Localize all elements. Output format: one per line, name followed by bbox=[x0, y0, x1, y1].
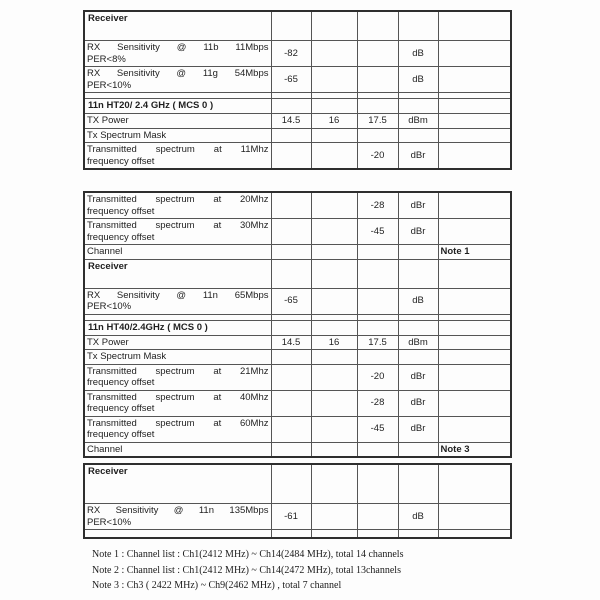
cell-unit: dBr bbox=[398, 364, 438, 390]
cell-value bbox=[311, 41, 357, 67]
cell-value bbox=[357, 41, 398, 67]
cell-value bbox=[271, 128, 311, 143]
cell-value bbox=[311, 143, 357, 170]
cell-unit bbox=[398, 464, 438, 504]
cell-unit bbox=[398, 320, 438, 335]
cell-value: 14.5 bbox=[271, 114, 311, 129]
cell-value bbox=[357, 320, 398, 335]
row-label: Receiver bbox=[84, 464, 271, 504]
cell-value bbox=[271, 442, 311, 457]
row-label: TX Power bbox=[84, 335, 271, 350]
cell-value bbox=[357, 288, 398, 314]
row-label-line1: RX Sensitivity @ 11n 135Mbps bbox=[87, 505, 269, 516]
table-row bbox=[84, 320, 511, 335]
table-row bbox=[84, 530, 511, 539]
row-label: Channel bbox=[84, 442, 271, 457]
cell-value: -45 bbox=[357, 219, 398, 245]
cell-value bbox=[311, 128, 357, 143]
row-label: Tx Spectrum Mask bbox=[84, 128, 271, 143]
cell-value bbox=[311, 416, 357, 442]
cell-value bbox=[438, 530, 511, 539]
cell-note: Note 1 bbox=[438, 245, 511, 260]
cell-unit: dB bbox=[398, 67, 438, 93]
cell-value bbox=[438, 416, 511, 442]
cell-value bbox=[271, 320, 311, 335]
table-row bbox=[84, 364, 511, 390]
cell-value bbox=[311, 390, 357, 416]
cell-value bbox=[311, 99, 357, 114]
cell-value bbox=[438, 11, 511, 41]
row-label bbox=[84, 364, 271, 390]
cell-value bbox=[271, 219, 311, 245]
cell-unit bbox=[398, 350, 438, 365]
cell-value: 17.5 bbox=[357, 114, 398, 129]
cell-value bbox=[438, 114, 511, 129]
note-line: Note 1 : Channel list : Ch1(2412 MHz) ~ Ch14(2484 MHz), total 14 channels bbox=[92, 549, 404, 560]
row-label bbox=[84, 219, 271, 245]
table-row bbox=[84, 442, 511, 457]
cell-value bbox=[438, 320, 511, 335]
row-label-line1: Transmitted spectrum at 20Mhz bbox=[87, 194, 269, 205]
row-label bbox=[84, 143, 271, 170]
cell-value: -82 bbox=[271, 41, 311, 67]
cell-value bbox=[438, 350, 511, 365]
cell-value bbox=[271, 192, 311, 219]
cell-value bbox=[438, 67, 511, 93]
cell-value bbox=[311, 192, 357, 219]
cell-unit bbox=[398, 259, 438, 288]
cell-value bbox=[271, 350, 311, 365]
cell-value bbox=[438, 41, 511, 67]
cell-value bbox=[438, 464, 511, 504]
table-row bbox=[84, 192, 511, 219]
table-row bbox=[84, 11, 511, 41]
row-label-line1: RX Sensitivity @ 11b 11Mbps bbox=[87, 42, 269, 53]
row-label: 11n HT20/ 2.4 GHz ( MCS 0 ) bbox=[84, 99, 271, 114]
table-row bbox=[84, 350, 511, 365]
cell-unit: dBm bbox=[398, 335, 438, 350]
cell-value bbox=[357, 350, 398, 365]
row-label-line2: frequency offset bbox=[87, 205, 155, 217]
cell-value bbox=[311, 219, 357, 245]
row-label-line2: frequency offset bbox=[87, 403, 155, 414]
row-label bbox=[84, 416, 271, 442]
note-line: Note 2 : Channel list : Ch1(2412 MHz) ~ Ch14(2472 MHz), total 13channels bbox=[92, 564, 401, 576]
cell-unit: dB bbox=[398, 41, 438, 67]
cell-value bbox=[271, 390, 311, 416]
row-label bbox=[84, 390, 271, 416]
cell-value bbox=[311, 320, 357, 335]
cell-value bbox=[311, 530, 357, 539]
row-label-line2: PER<10% bbox=[87, 516, 132, 528]
cell-value: -28 bbox=[357, 192, 398, 219]
cell-unit: dBr bbox=[398, 219, 438, 245]
cell-value bbox=[438, 143, 511, 170]
cell-unit: dBr bbox=[398, 416, 438, 442]
wifi-spec-table-middle bbox=[83, 191, 512, 458]
cell-value bbox=[438, 288, 511, 314]
cell-value bbox=[271, 143, 311, 170]
table-row bbox=[84, 67, 511, 93]
cell-value bbox=[311, 67, 357, 93]
cell-unit: dBr bbox=[398, 390, 438, 416]
row-label: Tx Spectrum Mask bbox=[84, 350, 271, 365]
cell-value bbox=[311, 464, 357, 504]
row-label bbox=[84, 530, 271, 539]
notes-block bbox=[92, 549, 403, 596]
cell-value bbox=[271, 11, 311, 41]
cell-value bbox=[357, 442, 398, 457]
cell-value bbox=[271, 530, 311, 539]
row-label-line2: frequency offset bbox=[87, 155, 155, 167]
cell-value bbox=[357, 245, 398, 260]
cell-unit: dB bbox=[398, 504, 438, 530]
table-row bbox=[84, 416, 511, 442]
cell-value bbox=[357, 67, 398, 93]
cell-unit bbox=[398, 99, 438, 114]
cell-value bbox=[271, 416, 311, 442]
cell-unit bbox=[398, 128, 438, 143]
row-label-line1: Transmitted spectrum at 30Mhz bbox=[87, 220, 269, 231]
cell-value bbox=[311, 11, 357, 41]
cell-unit bbox=[398, 530, 438, 539]
cell-value bbox=[357, 11, 398, 41]
row-label bbox=[84, 192, 271, 219]
table-row bbox=[84, 288, 511, 314]
row-label bbox=[84, 504, 271, 530]
row-label-line1: Transmitted spectrum at 11Mhz bbox=[87, 144, 269, 155]
note-line: Note 3 : Ch3 ( 2422 MHz) ~ Ch9(2462 MHz) , total 7 channel bbox=[92, 580, 342, 591]
cell-value bbox=[311, 245, 357, 260]
cell-value bbox=[357, 504, 398, 530]
table-row bbox=[84, 219, 511, 245]
cell-value bbox=[438, 259, 511, 288]
table-row bbox=[84, 99, 511, 114]
cell-value: -61 bbox=[271, 504, 311, 530]
row-label bbox=[84, 288, 271, 314]
cell-value: 16 bbox=[311, 335, 357, 350]
cell-value bbox=[357, 99, 398, 114]
table-row bbox=[84, 114, 511, 129]
row-label: Channel bbox=[84, 245, 271, 260]
cell-note: Note 3 bbox=[438, 442, 511, 457]
row-label-line2: PER<10% bbox=[87, 79, 132, 91]
cell-value bbox=[357, 530, 398, 539]
row-label-line2: PER<10% bbox=[87, 301, 132, 312]
cell-value: -20 bbox=[357, 364, 398, 390]
table-row bbox=[84, 143, 511, 170]
cell-value bbox=[311, 350, 357, 365]
table-row bbox=[84, 41, 511, 67]
cell-value: 16 bbox=[311, 114, 357, 129]
cell-value bbox=[438, 335, 511, 350]
cell-value: -45 bbox=[357, 416, 398, 442]
cell-value bbox=[438, 219, 511, 245]
cell-unit: dBr bbox=[398, 143, 438, 170]
cell-value: -20 bbox=[357, 143, 398, 170]
cell-value bbox=[357, 259, 398, 288]
row-label: Receiver bbox=[84, 259, 271, 288]
row-label-line1: Transmitted spectrum at 21Mhz bbox=[87, 365, 269, 377]
cell-unit bbox=[398, 442, 438, 457]
table-row bbox=[84, 464, 511, 504]
cell-value bbox=[438, 364, 511, 390]
cell-value bbox=[438, 192, 511, 219]
cell-value bbox=[438, 504, 511, 530]
cell-value: 14.5 bbox=[271, 335, 311, 350]
cell-value bbox=[357, 128, 398, 143]
row-label-line1: Transmitted spectrum at 60Mhz bbox=[87, 417, 269, 429]
cell-value bbox=[311, 288, 357, 314]
row-label: 11n HT40/2.4GHz ( MCS 0 ) bbox=[84, 320, 271, 335]
cell-value: -65 bbox=[271, 67, 311, 93]
cell-value bbox=[438, 390, 511, 416]
cell-value bbox=[271, 259, 311, 288]
table-row bbox=[84, 335, 511, 350]
wifi-spec-table-bottom bbox=[83, 463, 512, 539]
cell-unit bbox=[398, 11, 438, 41]
cell-value bbox=[271, 364, 311, 390]
table-row bbox=[84, 128, 511, 143]
cell-value bbox=[357, 464, 398, 504]
table-row bbox=[84, 504, 511, 530]
cell-value bbox=[438, 128, 511, 143]
cell-value bbox=[271, 464, 311, 504]
row-label bbox=[84, 41, 271, 67]
cell-value bbox=[271, 99, 311, 114]
row-label-line1: RX Sensitivity @ 11g 54Mbps bbox=[87, 68, 269, 79]
row-label-line1: RX Sensitivity @ 11n 65Mbps bbox=[87, 289, 269, 301]
cell-unit bbox=[398, 245, 438, 260]
cell-value: -65 bbox=[271, 288, 311, 314]
cell-value: -28 bbox=[357, 390, 398, 416]
row-label-line2: PER<8% bbox=[87, 53, 126, 65]
table-row bbox=[84, 259, 511, 288]
cell-value bbox=[311, 259, 357, 288]
row-label-line1: Transmitted spectrum at 40Mhz bbox=[87, 391, 269, 403]
cell-unit: dBr bbox=[398, 192, 438, 219]
cell-unit: dB bbox=[398, 288, 438, 314]
cell-value bbox=[311, 364, 357, 390]
cell-value bbox=[311, 442, 357, 457]
wifi-spec-table-top bbox=[83, 10, 512, 170]
row-label-line2: frequency offset bbox=[87, 429, 155, 440]
cell-value bbox=[311, 504, 357, 530]
row-label-line2: frequency offset bbox=[87, 231, 155, 243]
table-row bbox=[84, 245, 511, 260]
cell-value: 17.5 bbox=[357, 335, 398, 350]
cell-value bbox=[271, 245, 311, 260]
table-row bbox=[84, 390, 511, 416]
row-label: Receiver bbox=[84, 11, 271, 41]
row-label bbox=[84, 67, 271, 93]
row-label: TX Power bbox=[84, 114, 271, 129]
row-label-line2: frequency offset bbox=[87, 377, 155, 388]
cell-unit: dBm bbox=[398, 114, 438, 129]
cell-value bbox=[438, 99, 511, 114]
